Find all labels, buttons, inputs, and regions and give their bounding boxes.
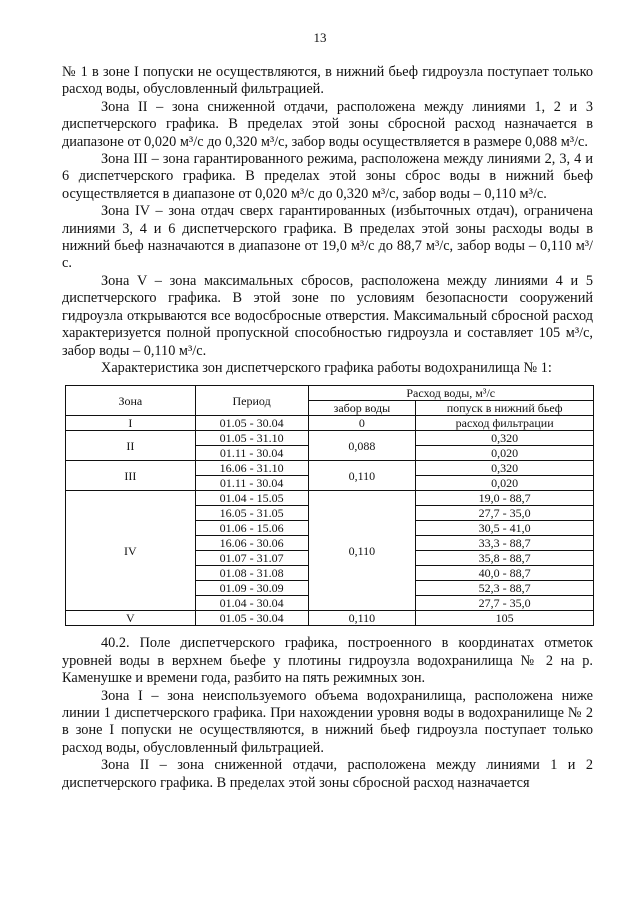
release-cell: 27,7 - 35,0 — [416, 506, 594, 521]
paragraph: Зона I – зона неиспользуемого объема водохранилища, расположена ниже линии 1 диспетчерского графика. При нахождении уровня воды в водохранилище № 2 в зоне I попуски не осуществляются, в нижний бьеф гидроузла поступает только расход воды, обусловленный фильтрацией. — [62, 687, 593, 756]
header-release: попуск в нижний бьеф — [416, 401, 594, 416]
release-cell: 19,0 - 88,7 — [416, 491, 594, 506]
period-cell: 01.04 - 30.04 — [195, 596, 308, 611]
period-cell: 01.09 - 30.09 — [195, 581, 308, 596]
period-cell: 01.11 - 30.04 — [195, 446, 308, 461]
release-cell: 33,3 - 88,7 — [416, 536, 594, 551]
paragraph: Зона II – зона сниженной отдачи, расположена между линиями 1, 2 и 3 диспетчерского графика. В пределах этой зоны сбросной расход назначается в диапазоне от 0,020 м³/с до 0,320 м³/с, забор воды осуществляется в размере 0,088 м³/с. — [62, 98, 593, 150]
release-cell: 52,3 - 88,7 — [416, 581, 594, 596]
zone-cell: II — [66, 431, 196, 461]
period-cell: 01.08 - 31.08 — [195, 566, 308, 581]
header-zone: Зона — [66, 386, 196, 416]
zone-cell: III — [66, 461, 196, 491]
period-cell: 16.06 - 31.10 — [195, 461, 308, 476]
release-cell: 27,7 - 35,0 — [416, 596, 594, 611]
period-cell: 01.07 - 31.07 — [195, 551, 308, 566]
table-caption: Характеристика зон диспетчерского графика работы водохранилища № 1: — [101, 359, 552, 376]
header-intake: забор воды — [308, 401, 416, 416]
paragraph: Зона II – зона сниженной отдачи, расположена между линиями 1 и 2 диспетчерского графика. В пределах этой зоны сбросной расход назначается — [62, 757, 593, 791]
release-cell: 30,5 - 41,0 — [416, 521, 594, 536]
period-cell: 16.06 - 30.06 — [195, 536, 308, 551]
intake-cell: 0,110 — [308, 491, 416, 611]
release-cell: 35,8 - 88,7 — [416, 551, 594, 566]
table-row — [66, 431, 594, 446]
header-period: Период — [195, 386, 308, 416]
period-cell: 01.04 - 15.05 — [195, 491, 308, 506]
paragraph: Зона V – зона максимальных сбросов, расположена между линиями 4 и 5 диспетчерского графика. В этой зоне по условиям безопасности сооружений гидроузла открываются все водосбросные отверстия. Максимальный сбросной расход характеризуется полной пропускной способностью гидроузла и составляет 105 м³/с, забор воды – 0,110 м³/с. — [62, 272, 593, 359]
zone-cell: IV — [66, 491, 196, 611]
table-row — [66, 416, 594, 431]
paragraph: 40.2. Поле диспетчерского графика, построенного в координатах отметок уровней воды в верхнем бьефе у плотины гидроузла водохранилища № 2 на р. Каменушке и времени года, разбито на пять режимных зон. — [62, 635, 593, 687]
zone-cell: I — [66, 416, 196, 431]
period-cell: 16.05 - 31.05 — [195, 506, 308, 521]
period-cell: 01.05 - 30.04 — [195, 416, 308, 431]
release-cell: 105 — [416, 611, 594, 626]
release-cell: 0,320 — [416, 461, 594, 476]
table-row — [66, 461, 594, 476]
table-row — [66, 491, 594, 506]
period-cell: 01.05 - 31.10 — [195, 431, 308, 446]
paragraph: Зона III – зона гарантированного режима, расположена между линиями 2, 3, 4 и 6 диспетчерского графика. В пределах этой зоны сброс воды в нижний бьеф осуществляется в диапазоне от 0,020 м³/с до 0,320 м³/с, забор воды – 0,110 м³/с. — [62, 151, 593, 202]
document-body — [62, 64, 593, 792]
release-cell: расход фильтрации — [416, 416, 594, 431]
release-cell: 40,0 - 88,7 — [416, 566, 594, 581]
page-number: 13 — [313, 30, 327, 45]
intake-cell: 0,110 — [308, 461, 416, 491]
release-cell: 0,020 — [416, 446, 594, 461]
paragraph: № 1 в зоне I попуски не осуществляются, в нижний бьеф гидроузла поступает только расход воды, обусловленный фильтрацией. — [62, 64, 593, 98]
period-cell: 01.05 - 30.04 — [195, 611, 308, 626]
header-flow-group: Расход воды, м³/с — [308, 386, 594, 401]
zone-cell: V — [66, 611, 196, 626]
period-cell: 01.06 - 15.06 — [195, 521, 308, 536]
table-header-row — [66, 386, 594, 401]
release-cell: 0,020 — [416, 476, 594, 491]
table-row — [66, 611, 594, 626]
paragraph: Зона IV – зона отдач сверх гарантированных (избыточных отдач), ограничена линиями 3, 4 и 6 диспетчерского графика. В пределах этой зоны расходы воды в нижний бьеф назначаются в диапазоне от 19,0 м³/с до 88,7 м³/с, забор воды – 0,110 м³/с. — [62, 203, 593, 272]
zones-table — [65, 385, 594, 626]
intake-cell: 0,088 — [308, 431, 416, 461]
intake-cell: 0,110 — [308, 611, 416, 626]
intake-cell: 0 — [308, 416, 416, 431]
release-cell: 0,320 — [416, 431, 594, 446]
period-cell: 01.11 - 30.04 — [195, 476, 308, 491]
